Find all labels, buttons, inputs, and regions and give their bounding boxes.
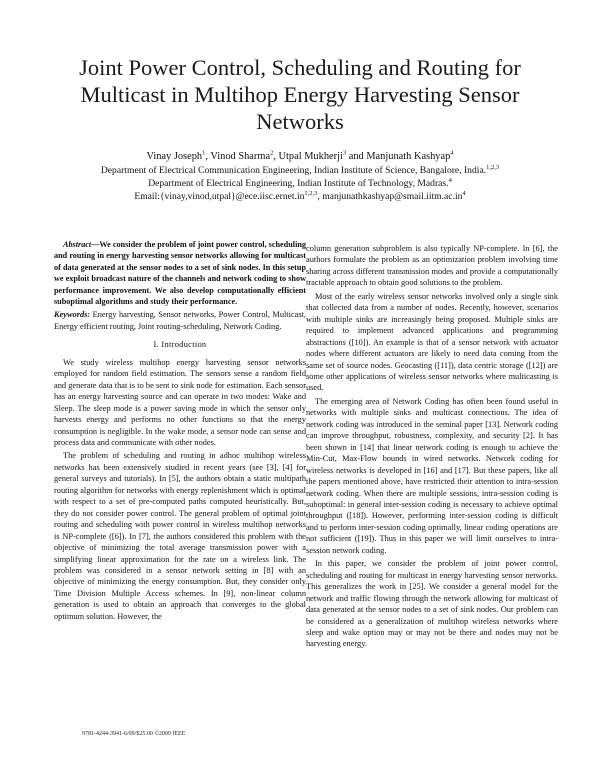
affiliation-2 bbox=[30, 177, 570, 190]
author-sup: 4 bbox=[450, 149, 454, 157]
author-name: , Vinod Sharma bbox=[205, 151, 271, 162]
author-name: Vinay Joseph bbox=[146, 151, 203, 162]
email-2: , manjunathkashyap@smail.iitm.ac.in bbox=[317, 191, 463, 202]
affiliation-1-text: Department of Electrical Communication Engineering, Indian Institute of Science, Bangalore, India. bbox=[100, 165, 487, 176]
keywords bbox=[54, 309, 306, 332]
author-sup: 3 bbox=[342, 149, 347, 157]
copyright-footer: 9781-4244-3941-6/09/$25.00 ©2009 IEEE bbox=[82, 731, 186, 737]
author-sup: 1 bbox=[202, 149, 206, 157]
keywords-text: Energy harvesting, Sensor networks, Power Control, Multicast, Energy efficient routing, Joint routing-scheduling, Network Coding. bbox=[54, 310, 306, 331]
email-1: Email:{vinay,vinod,utpal}@ece.iisc.ernet.in bbox=[134, 191, 305, 202]
body-paragraph: column generation subproblem is also typically NP-complete. In [6], the authors formulate the problem as an optimization problem involving time sharing across different transmission modes and provide a computationally tractable approach to obtain good solutions to the problem. bbox=[306, 244, 558, 288]
body-paragraph: In this paper, we consider the problem of joint power control, scheduling and routing for multicast in energy harvesting sensor networks. This generalizes the work in [25]. We consider a general model for the network and traffic flowing through the network allowing for multicast of data generated at the sensor nodes to a set of sink nodes. Our problem can be considered as a generalization of multihop wireless networks where sleep and wake option may or may not be there and nodes may not be harvesting energy. bbox=[306, 559, 558, 649]
email-2-sup: 4 bbox=[462, 189, 466, 197]
abstract-label: Abstract bbox=[63, 240, 92, 249]
section-heading-introduction: I. Introduction bbox=[153, 340, 207, 350]
affiliation-1 bbox=[30, 164, 570, 177]
paper-title: Joint Power Control, Scheduling and Routing for Multicast in Multihop Energy Harvesting Sensor Networks bbox=[79, 55, 521, 134]
body-paragraph: The emerging area of Network Coding has often been found useful in networks with multiple sinks and multicast connections. The idea of network coding was introduced in the seminal paper [13]. Network coding can improve throughput, robustness, complexity, and security [2]. It has been shown in [14] that linear network coding is enough to achieve the Min-Cut, Max-Flow bounds in wired networks. Network coding for wireless networks is developed in [16] and [17]. But these papers, like all the papers mentioned above, have restricted their attention to intra-session network coding. When there are multiple sessions, intra-session coding is suboptimal: in general inter-session coding is necessary to achieve optimal throughput ([18]). However, performing inter-session coding is difficult and to perform inter-session coding optimally, linear coding operations are not sufficient ([19]). Thus in this paper we will limit ourselves to intra-session network coding. bbox=[306, 396, 558, 555]
author-block bbox=[30, 150, 570, 203]
body-paragraph: We study wireless multihop energy harvesting sensor networks employed for random field estimation. The sensors sense a random field and generate data that is to be sent to sink node for estimation. Each sensor has an energy harvesting source and can operate in two modes: Wake and Sleep. The sleep mode is a power saving mode in which the sensor only harvests energy and performs no other functions so that the energy consumption is negligible. In the wake mode, a sensor node can sense and process data and communicate with other nodes. bbox=[54, 357, 306, 447]
body-paragraph: The problem of scheduling and routing in adhoc multihop wireless networks has been extensively studied in recent years (see [3], [4] for general surveys and tutorials). In [5], the authors obtain a static multipath routing algorithm for networks with energy replenishment which is optimal with respect to a set of pre-computed paths computed heuristically. But, they do not consider power control. The general problem of optimal joint routing and scheduling with power control in wireless multihop networks is NP-complete ([6]). In [7], the authors considered this problem with the objective of minimizing the total average transmission power with a simplifying linear approximation for the rate on a wireless link. The problem was considered in a sensor network setting in [8] with an objective of minimizing the energy consumption. But, they consider only Time Division Multiple Access schemes. In [9], non-linear column generation is used to obtain an approach that converges to the global optimum solution. However, the bbox=[54, 451, 306, 621]
affiliation-2-text: Department of Electrical Engineering, Indian Institute of Technology, Madras. bbox=[148, 178, 449, 189]
right-column bbox=[306, 243, 558, 652]
left-column bbox=[54, 239, 306, 624]
abstract-text: —We consider the problem of joint power control, scheduling and routing in energy harvesting sensor networks allowing for multicast of data generated at the sensor nodes to a set of sink nodes. In this setup we exploit broadcast nature of the channels and network coding to show performance improvement. We also develop computationally efficient suboptimal algorithms and study their performance. bbox=[54, 240, 306, 307]
body-paragraph: Most of the early wireless sensor networks involved only a single sink that collected data from a number of nodes. Recently, however, scenarios with multiple sinks are increasingly being proposed. Multiple sinks are required to implement advanced applications and programming abstractions ([10]). An example is that of a sensor network with actuator nodes where different actuators are likely to need data coming from the same set of source nodes. Geocasting ([11]), data centric storage ([12]) are some other applications of wireless sensor networks where multicasting is used. bbox=[306, 291, 558, 393]
author-name: and Manjunath Kashyap bbox=[346, 151, 451, 162]
affiliation-1-sup: 1,2,3 bbox=[486, 163, 500, 171]
author-names bbox=[30, 150, 570, 164]
abstract bbox=[54, 239, 306, 307]
author-name: , Utpal Mukherji bbox=[273, 151, 343, 162]
email-1-sup: 1,2,3 bbox=[304, 189, 318, 197]
email-line bbox=[30, 190, 570, 203]
keywords-label: Keywords: bbox=[54, 310, 91, 320]
author-sup: 2 bbox=[270, 149, 274, 157]
affiliation-2-sup: 4 bbox=[448, 176, 452, 184]
